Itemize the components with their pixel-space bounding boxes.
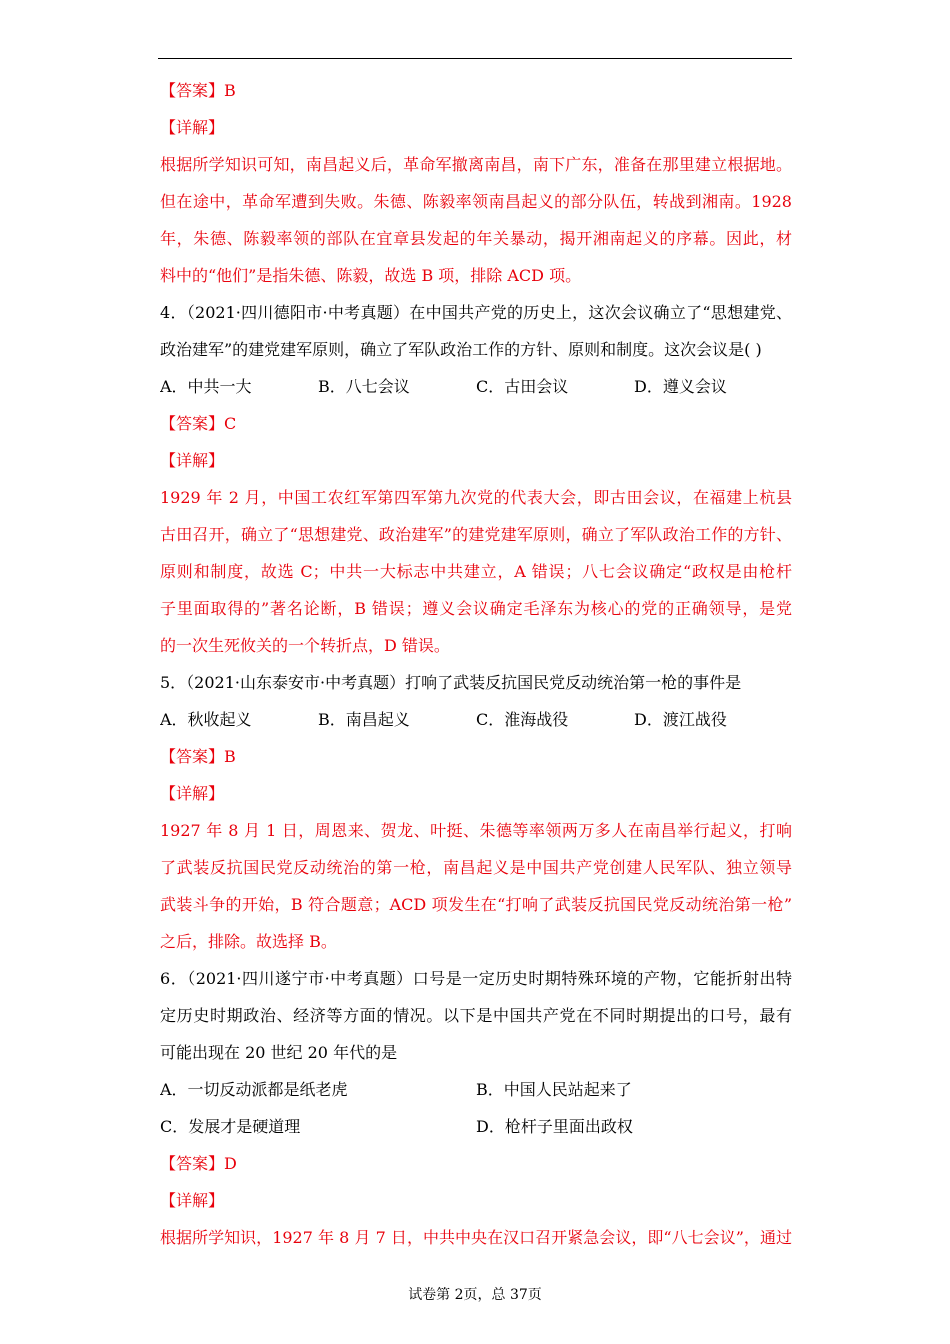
option-a: A．秋收起义 [160, 710, 252, 729]
explanation-line: 但在途中，革命军遭到失败。朱德、陈毅率领南昌起义的部分队伍，转战到湘南。1928 [160, 192, 792, 211]
explanation-line: 子里面取得的”著名论断，B 错误；遵义会议确定毛泽东为核心的党的正确领导，是党 [160, 599, 792, 618]
question-stem: 6．（2021·四川遂宁市·中考真题）口号是一定历史时期特殊环境的产物，它能折射出特 [160, 969, 792, 988]
option-b: B．南昌起义 [318, 710, 410, 729]
detail-label: 【详解】 [160, 784, 225, 803]
answer-label: 【答案】D [160, 1154, 237, 1173]
detail-label: 【详解】 [160, 451, 225, 470]
question-options [160, 1108, 792, 1145]
header-rule [158, 58, 792, 59]
question-stem: 定历史时期政治、经济等方面的情况。以下是中国共产党在不同时期提出的口号，最有 [160, 1006, 792, 1025]
option-c: C．发展才是硬道理 [160, 1117, 301, 1136]
question-stem: 政治建军”的建党建军原则，确立了军队政治工作的方针、原则和制度。这次会议是( ) [160, 340, 762, 359]
answer-label: 【答案】B [160, 747, 236, 766]
option-d: D．渡江战役 [634, 710, 727, 729]
answer-label: 【答案】C [160, 414, 237, 433]
explanation-line: 根据所学知识可知，南昌起义后，革命军撤离南昌，南下广东，准备在那里建立根据地。 [160, 155, 792, 174]
explanation-line: 1927 年 8 月 1 日，周恩来、贺龙、叶挺、朱德等率领两万多人在南昌举行起义，打响 [160, 821, 792, 840]
option-a: A．中共一大 [160, 377, 252, 396]
explanation-line: 原则和制度，故选 C；中共一大标志中共建立，A 错误；八七会议确定“政权是由枪杆 [160, 562, 792, 581]
detail-label: 【详解】 [160, 118, 225, 137]
explanation-line: 料中的“他们”是指朱德、陈毅，故选 B 项，排除 ACD 项。 [160, 266, 582, 285]
question-stem: 5．（2021·山东泰安市·中考真题）打响了武装反抗国民党反动统治第一枪的事件是 [160, 673, 742, 692]
page-footer: 试卷第 2页，总 37页 [408, 1287, 542, 1303]
option-a: A．一切反动派都是纸老虎 [160, 1080, 348, 1099]
option-d: D．枪杆子里面出政权 [476, 1117, 633, 1136]
question-stem: 可能出现在 20 世纪 20 年代的是 [160, 1043, 398, 1062]
question-options [160, 1071, 792, 1108]
question-options [160, 701, 792, 738]
explanation-line: 年，朱德、陈毅率领的部队在宜章县发起的年关暴动，揭开湘南起义的序幕。因此，材 [160, 229, 792, 248]
explanation-line: 古田召开，确立了“思想建党、政治建军”的建党建军原则，确立了军队政治工作的方针、 [160, 525, 792, 544]
explanation-line: 1929 年 2 月，中国工农红军第四军第九次党的代表大会，即古田会议，在福建上杭县 [160, 488, 792, 507]
explanation-line: 根据所学知识，1927 年 8 月 7 日，中共中央在汉口召开紧急会议，即“八七会议”，通过 [160, 1228, 792, 1247]
question-stem: 4．（2021·四川德阳市·中考真题）在中国共产党的历史上，这次会议确立了“思想建党、 [160, 303, 792, 322]
explanation-line: 了武装反抗国民党反动统治的第一枪，南昌起义是中国共产党创建人民军队、独立领导 [160, 858, 792, 877]
question-options [160, 368, 792, 405]
option-b: B．八七会议 [318, 377, 410, 396]
answer-label: 【答案】B [160, 81, 236, 100]
option-d: D．遵义会议 [634, 377, 727, 396]
option-c: C．古田会议 [476, 377, 569, 396]
detail-label: 【详解】 [160, 1191, 225, 1210]
option-b: B．中国人民站起来了 [476, 1080, 632, 1099]
explanation-line: 武装斗争的开始，B 符合题意；ACD 项发生在“打响了武装反抗国民党反动统治第一枪” [160, 895, 792, 914]
explanation-line: 的一次生死攸关的一个转折点，D 错误。 [160, 636, 450, 655]
option-c: C．淮海战役 [476, 710, 569, 729]
document-body [160, 72, 792, 1256]
explanation-line: 之后，排除。故选择 B。 [160, 932, 337, 951]
